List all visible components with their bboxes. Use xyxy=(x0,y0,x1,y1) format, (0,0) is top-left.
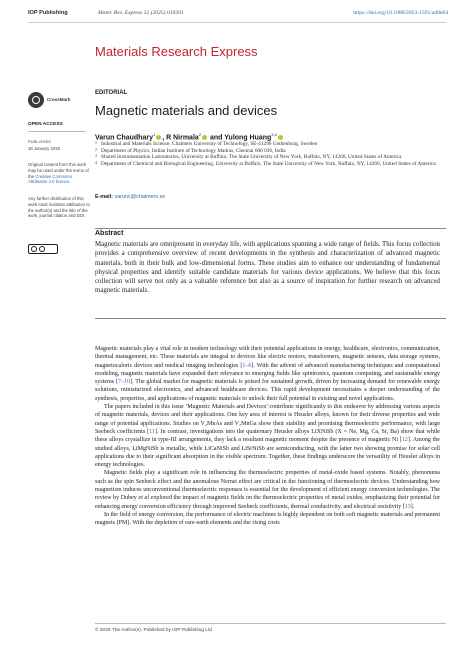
license-notice: Original content from this work may be used under the terms of the Creative Commons Attribution 4.0 licence. xyxy=(28,162,89,185)
abstract-bottom-rule xyxy=(95,318,446,319)
citation-link[interactable]: 11 xyxy=(149,428,155,435)
copyright-footer: © 2025 The Author(s). Published by IOP Publishing Ltd xyxy=(95,628,212,633)
paragraph xyxy=(95,469,440,510)
citation-link[interactable]: 1–6 xyxy=(242,362,252,369)
affiliation-number: 2 xyxy=(95,147,97,152)
footer-rule xyxy=(95,623,446,624)
text-run: ]. In contrast, investigations into the quaternary Heusler alloys LiXNiSb (X = Ne, Mg, Ca, Sr, Ba) show that while these alloys crystallize in type-III arrangements, they lack a resultant magnetic moment despite the presence of magnetic Ni [ xyxy=(95,428,440,444)
abstract-heading: Abstract xyxy=(95,230,124,237)
author-name: Yulong Huang xyxy=(224,134,272,142)
doi-link[interactable]: https://doi.org/10.1088/2053-1591/ad9e84 xyxy=(353,10,448,16)
orcid-icon[interactable] xyxy=(156,135,161,140)
text-run: The papers included in this issue ‘Magnetic Materials and Devices’ contribute significantly to this endeavor by addressing various aspects of magnetic materials, devices and their applications. One key area of interest is Heusler alloys, known for their diverse properties and wide range of potential applications. Studies on V₂MnAs and V₂MnGa show their stability and promising thermoelectric performance, with large Seebeck coefficients [ xyxy=(95,404,440,435)
author-affiliation-mark: 1 xyxy=(152,132,156,137)
orcid-icon[interactable] xyxy=(278,135,283,140)
open-access-label: OPEN ACCESS xyxy=(28,122,63,127)
author-separator: and xyxy=(209,134,223,142)
author-list xyxy=(95,132,284,141)
text-run: In the field of energy conversion, the performance of electric machines is highly dependent on both soft magnetic materials and permanent magnets (PM). With the depletion of rare-earth elements and the rising costs xyxy=(95,511,440,527)
affiliation xyxy=(95,154,445,161)
text-run: et al xyxy=(138,495,150,502)
text-run: Magnetic fields play a significant role in influencing the thermoelectric properties of metal-oxide based systems. Notably, phenomena such as the spin Seebeck effect and the anomalous Nernst effect are critical in the functioning of thermoelectric devices. Understanding how magnetism induces unconventional thermoelectric responses is essential for the development of efficient energy conversion technologies. The review by Dubey xyxy=(95,470,440,502)
published-date: 16 January 2025 xyxy=(28,146,61,151)
text-run: ]. xyxy=(410,503,415,510)
published-label: PUBLISHED xyxy=(28,140,52,144)
citation-link[interactable]: 13 xyxy=(404,503,411,510)
publisher-logo: IOP Publishing xyxy=(28,10,68,16)
abstract-text: Magnetic materials are omnipresent in everyday life, with applications spanning a wide range of fields. This focus collection provides a comprehensive overview of recent developments in the synthesis and characterization of advanced magnetic materials, both in their bulk and low-dimensional forms. These studies aim to enhance our understanding of fundamental physical properties and identify suitable candidate materials for various device applications. We believe that this focus collection will serve not only as a valuable reference but also as a source of inspiration for further research on advanced magnetic materials. xyxy=(95,241,440,295)
journal-name: Materials Research Express xyxy=(95,44,258,59)
text-run: ]. Among the studied alloys, LiMgNiSb is metallic, while LiCaNiSb and LiSrNiSb are semiconducting, with the latter two showing promise for solar cell applications due to their significant absorption in the visible spectrum. Together, these findings underscore the versatility of Heusler alloys in energy technologies. xyxy=(95,437,440,469)
affiliation-text: Department of Physics, Indian Institute of Technology Madras, Chennai 600 036, India xyxy=(101,147,286,154)
affiliation-text: Shared Instrumentation Laboratories, University at Buffalo, The State University of New York, Buffalo, NY, 14260, United States of America xyxy=(101,154,402,161)
citation-link[interactable]: 12 xyxy=(401,437,408,444)
text-run: ]. The global market for magnetic materials is poised for sustained growth, driven by increasing demand for renewable energy solutions, miniaturized electronics, and advanced healthcare devices. This rapid development necessitates a deeper understanding of the synthesis, properties, and applications of magnetic materials to unlock their full potential in existing and novel applications. xyxy=(95,379,440,402)
crossmark-label: CrossMark xyxy=(47,97,71,102)
journal-citation: Mater. Res. Express 12 (2025) 010201 xyxy=(98,10,184,16)
sidebar-divider xyxy=(28,131,86,132)
article-title: Magnetic materials and devices xyxy=(95,103,278,118)
author-separator: , xyxy=(162,134,165,142)
affiliations xyxy=(95,141,445,167)
affiliation-text: Department of Chemical and Biological Engineering, University at Buffalo, The State University of New York, Buffalo, NY, 14260, United States of America xyxy=(101,160,436,167)
citation-link[interactable]: 7–10 xyxy=(117,379,131,386)
text-run: Magnetic materials play a vital role in modern technology with their potential applications in energy, healthcare, electronics, communication, thermal management, etc. These materials are integral to devices like electric motors, transformers, magnetic sensors, data storage systems, magnetocaloric devices and medical imaging technologies [ xyxy=(95,346,440,369)
by-icon xyxy=(39,246,45,252)
text-run: explored the impact of magnetic fields on the thermoelectric properties of metal oxides, emphasizing their potential for enhancing energy conversion efficiency through improved Seebeck coefficients, thermal conductivity, and electrical resistivity [ xyxy=(95,495,441,510)
affiliation-number: 3 xyxy=(95,154,97,159)
license-link[interactable]: Creative Commons Attribution 4.0 licence xyxy=(28,173,72,185)
paragraph xyxy=(95,345,440,403)
author-name: R Nirmala xyxy=(166,134,199,142)
crossmark-icon[interactable] xyxy=(28,92,44,108)
paragraph xyxy=(95,403,440,469)
author-affiliation-mark: 2 xyxy=(198,132,202,137)
corresponding-email xyxy=(95,194,165,200)
license-text: Original content from this work may be used under the terms of the xyxy=(28,162,89,179)
distribution-notice: Any further distribution of this work must maintain attribution to the author(s) and the title of the work, journal citation and DOI. xyxy=(28,196,90,219)
article-type: EDITORIAL xyxy=(95,90,128,96)
affiliation xyxy=(95,161,445,168)
affiliation-number: 1 xyxy=(95,141,97,145)
author-name: Varun Chaudhary xyxy=(95,134,153,142)
affiliation xyxy=(95,141,445,148)
text-run: ]. With the advent of advanced manufacturing techniques and computational modeling, magnetic materials have expanded their relevance to emerging fields like spintronics, quantum computing, and sustainable energy systems [ xyxy=(95,362,440,386)
header-divider xyxy=(28,22,446,23)
abstract-top-rule xyxy=(95,228,446,229)
cc-icon xyxy=(31,246,37,252)
body-text xyxy=(95,345,440,528)
orcid-icon[interactable] xyxy=(202,135,207,140)
affiliation-number: 4 xyxy=(95,160,97,165)
email-link[interactable]: varunc@chalmers.se xyxy=(114,194,166,200)
affiliation-text: Industrial and Materials Science, Chalmers University of Technology, SE-41296 Gothenburg, Sweden xyxy=(101,141,318,147)
cc-by-icon xyxy=(28,244,58,254)
email-label: E-mail: xyxy=(95,194,113,200)
paragraph xyxy=(95,511,440,528)
author-affiliation-mark: 3,4 xyxy=(271,132,277,137)
